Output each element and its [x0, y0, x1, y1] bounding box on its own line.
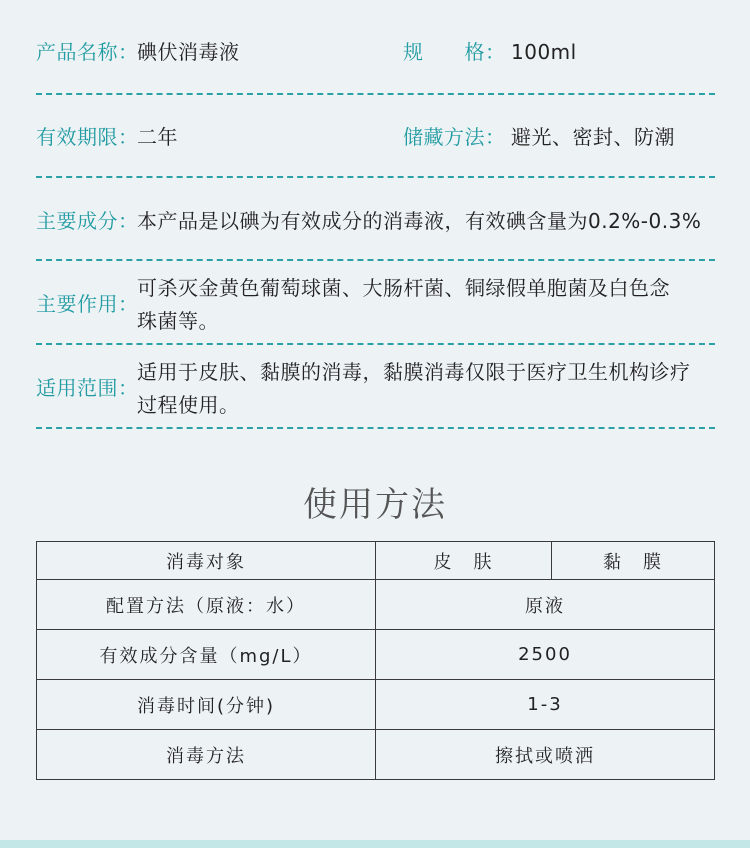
scope-line: 过程使用。 [137, 393, 240, 417]
product-name-value: 碘伏消毒液 [137, 40, 240, 64]
divider [36, 259, 715, 261]
storage-value: 避光、密封、防潮 [511, 125, 675, 149]
function-line: 可杀灭金黄色葡萄球菌、大肠杆菌、铜绿假单胞菌及白色念 [137, 276, 670, 300]
function-value [137, 272, 670, 338]
divider [36, 176, 715, 178]
bottom-decoration-strip [0, 840, 750, 848]
table-row-label: 配置方法（原液：水） [37, 580, 376, 630]
divider [36, 427, 715, 429]
usage-title: 使用方法 [303, 485, 447, 525]
divider [36, 93, 715, 95]
table-row [37, 680, 715, 730]
table-row-label: 消毒时间(分钟) [37, 680, 376, 730]
divider [36, 343, 715, 345]
table-row-value: 擦拭或喷洒 [376, 730, 715, 780]
table-header-row [37, 542, 715, 580]
spec-label: 规 格： [403, 40, 506, 64]
spec-value: 100ml [511, 40, 577, 64]
function-line: 珠菌等。 [137, 309, 219, 333]
table-row-label: 消毒方法 [37, 730, 376, 780]
validity-label: 有效期限： [36, 125, 139, 149]
scope-value [137, 356, 691, 422]
ingredient-label: 主要成分： [36, 209, 139, 233]
table-header-cell: 消毒对象 [37, 542, 376, 580]
validity-value: 二年 [137, 125, 178, 149]
table-row [37, 730, 715, 780]
table-row [37, 630, 715, 680]
table-row-value: 1-3 [376, 680, 715, 730]
function-label: 主要作用： [36, 292, 139, 316]
table-row-label: 有效成分含量（mg/L） [37, 630, 376, 680]
table-row-value: 原液 [376, 580, 715, 630]
storage-label: 储藏方法： [403, 125, 506, 149]
ingredient-value: 本产品是以碘为有效成分的消毒液，有效碘含量为0.2%-0.3% [137, 209, 702, 233]
table-header-cell: 皮 肤 [376, 542, 552, 580]
product-name-label: 产品名称： [36, 40, 139, 64]
scope-line: 适用于皮肤、黏膜的消毒，黏膜消毒仅限于医疗卫生机构诊疗 [137, 360, 691, 384]
table-row-value: 2500 [376, 630, 715, 680]
table-row [37, 580, 715, 630]
table-header-cell: 黏 膜 [552, 542, 715, 580]
usage-table [36, 541, 715, 780]
scope-label: 适用范围： [36, 376, 139, 400]
